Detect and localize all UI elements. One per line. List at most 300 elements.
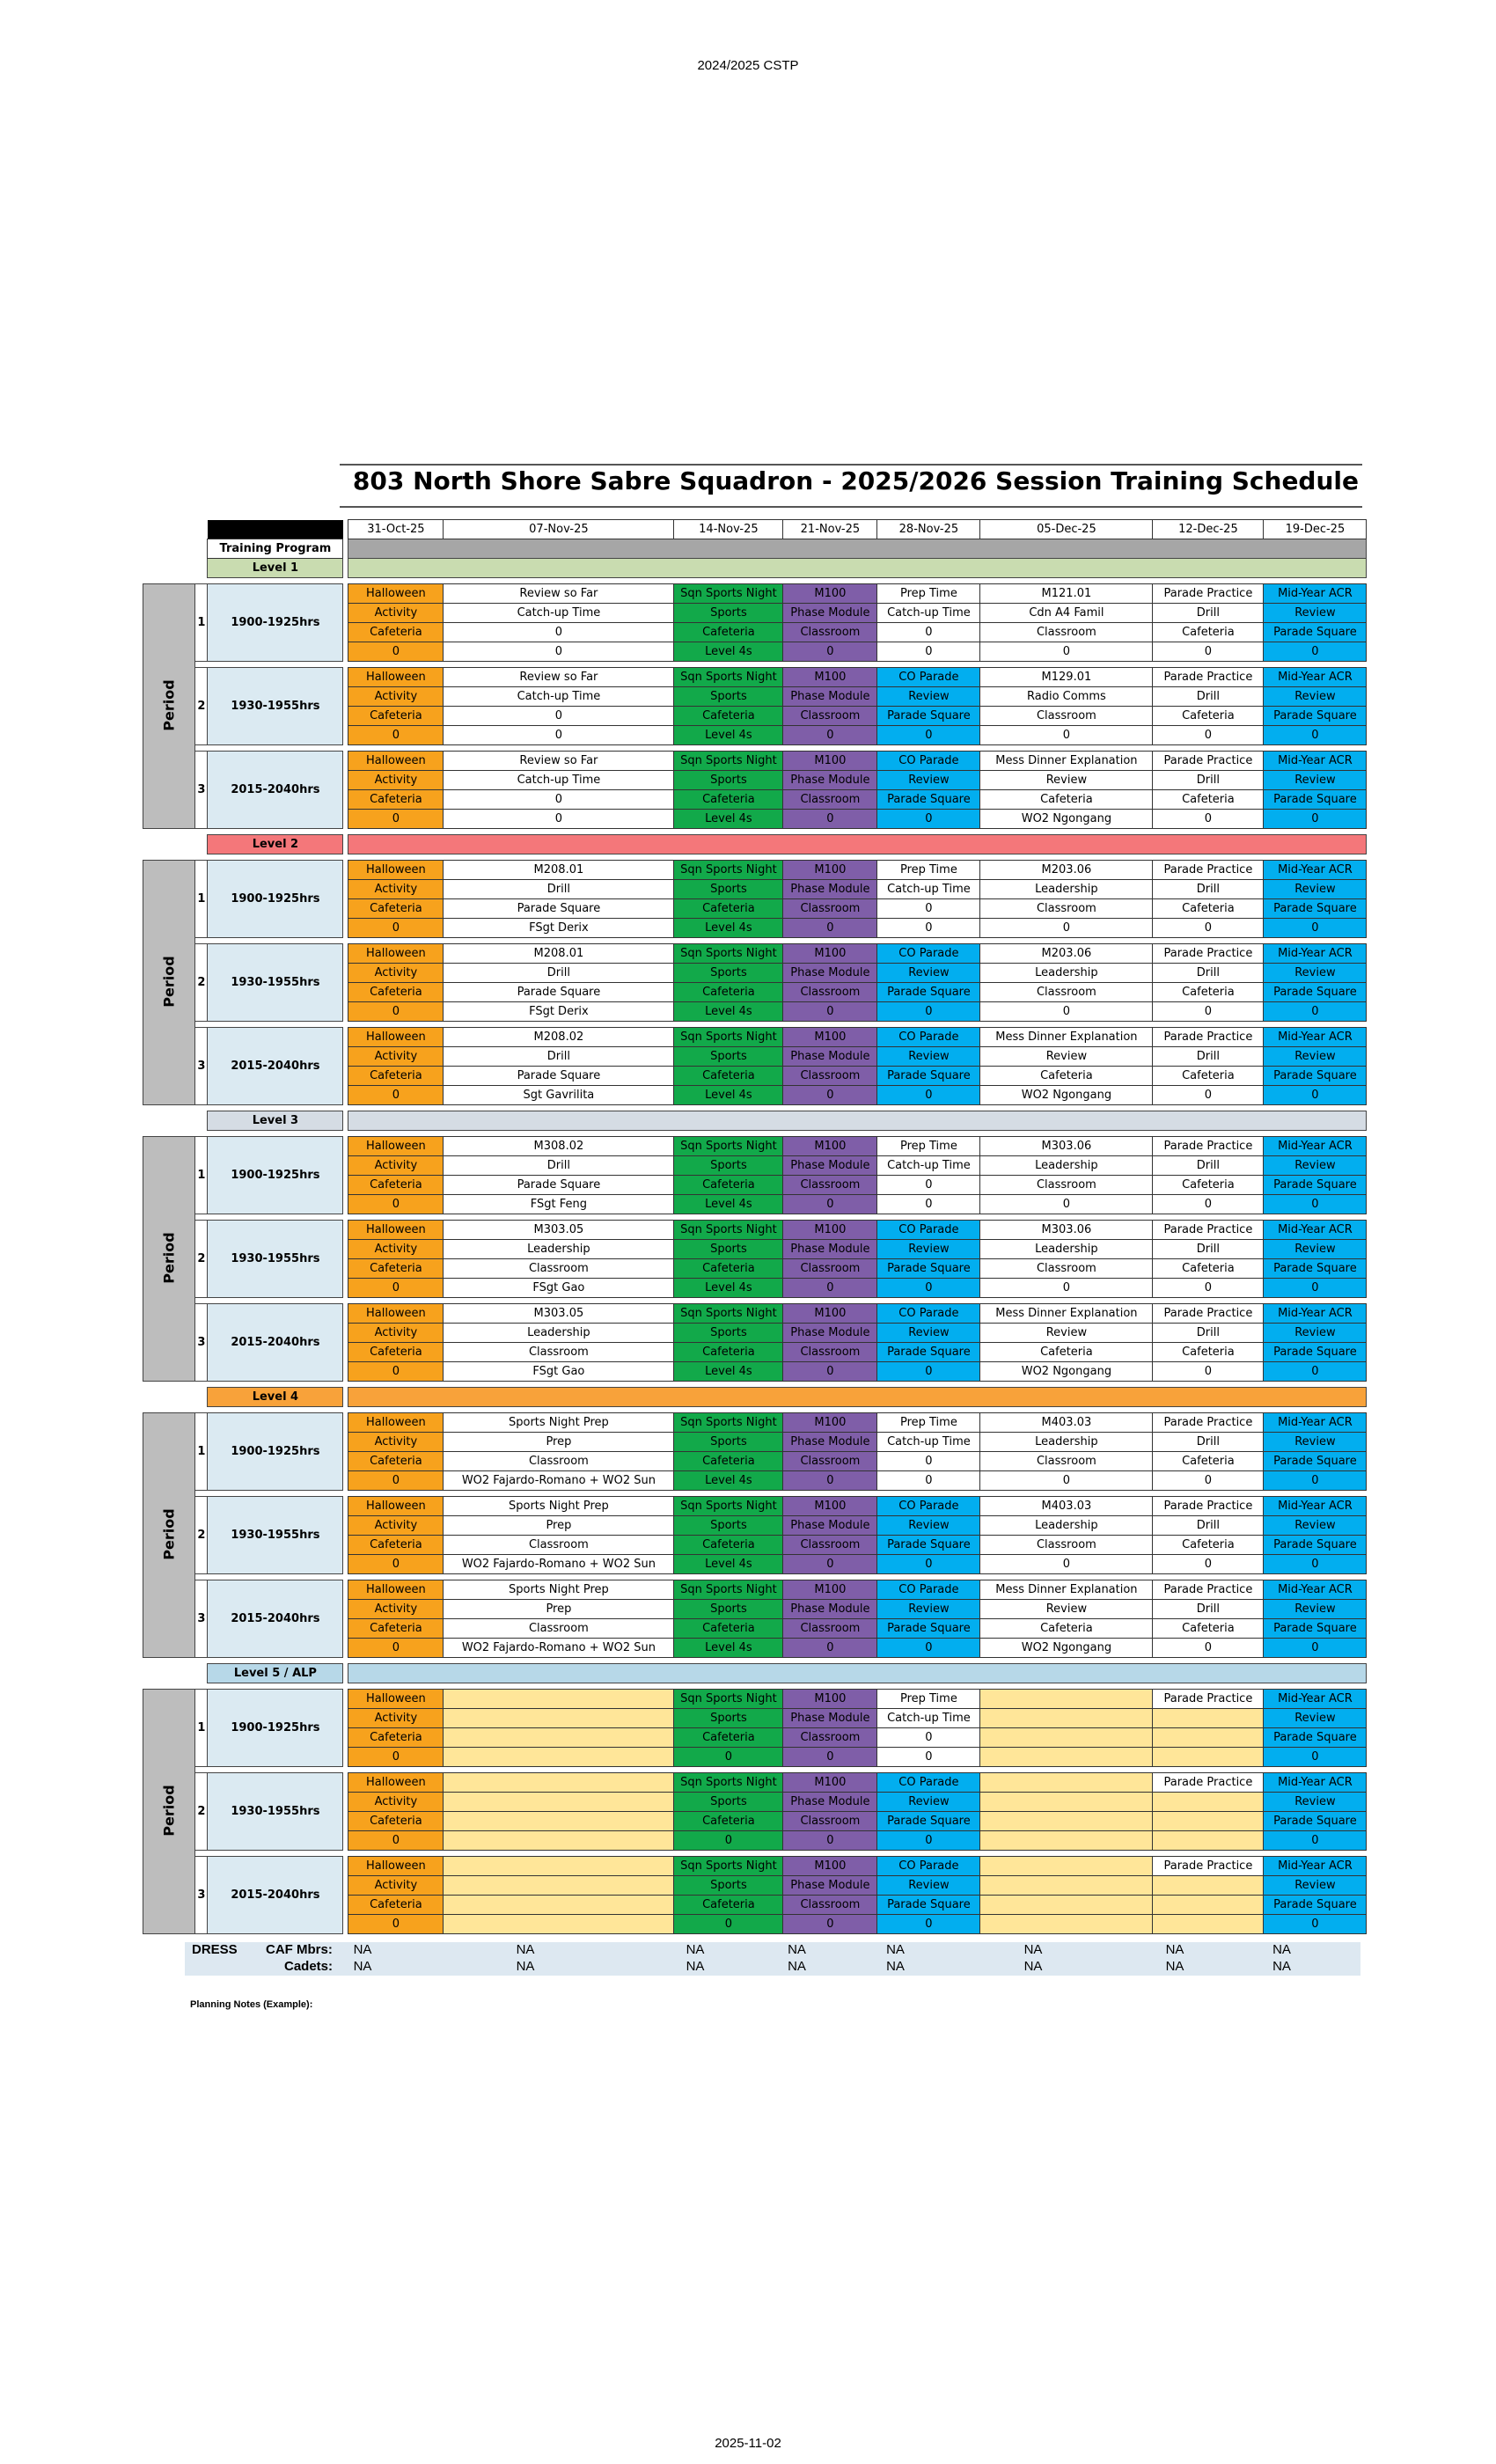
schedule-title: 803 North Shore Sabre Squadron - 2025/2026 Session Training Schedule bbox=[352, 466, 1359, 495]
date-header: 19-Dec-25 bbox=[1264, 520, 1367, 539]
schedule-cell: 0 bbox=[1264, 1639, 1367, 1658]
schedule-cell: Cafeteria bbox=[674, 1259, 783, 1279]
schedule-cell: Review bbox=[1264, 1240, 1367, 1259]
schedule-cell: 0 bbox=[348, 1831, 444, 1851]
schedule-cell: M100 bbox=[783, 1497, 877, 1516]
schedule-cell: Cafeteria bbox=[348, 1896, 444, 1915]
schedule-cell: Phase Module bbox=[783, 880, 877, 899]
schedule-cell: 0 bbox=[1153, 1639, 1264, 1658]
schedule-cell: Leadership bbox=[980, 1433, 1153, 1452]
caf-dress-value: NA bbox=[1272, 1942, 1291, 1957]
schedule-cell: Cafeteria bbox=[674, 1067, 783, 1086]
schedule-cell: Classroom bbox=[444, 1619, 674, 1639]
schedule-cell: Activity bbox=[348, 1516, 444, 1536]
title-top-rule bbox=[340, 464, 1362, 466]
schedule-cell: Classroom bbox=[444, 1536, 674, 1555]
schedule-cell: 0 bbox=[348, 1915, 444, 1934]
row-gap bbox=[195, 1574, 1367, 1580]
schedule-cell: Cafeteria bbox=[674, 1812, 783, 1831]
schedule-cell: Cafeteria bbox=[980, 790, 1153, 810]
period-time: 2015-2040hrs bbox=[208, 752, 343, 829]
schedule-cell: Cafeteria bbox=[348, 899, 444, 919]
schedule-cell: 0 bbox=[1264, 726, 1367, 745]
schedule-cell: M203.06 bbox=[980, 861, 1153, 880]
schedule-cell: Parade Practice bbox=[1153, 944, 1264, 964]
schedule-cell: WO2 Ngongang bbox=[980, 1362, 1153, 1382]
row-gap bbox=[195, 1214, 1367, 1221]
schedule-cell: Sports bbox=[674, 1793, 783, 1812]
schedule-cell: Parade Square bbox=[877, 790, 980, 810]
schedule-cell: 0 bbox=[877, 726, 980, 745]
schedule-cell: M208.02 bbox=[444, 1028, 674, 1047]
schedule-cell: Mid-Year ACR bbox=[1264, 1497, 1367, 1516]
schedule-cell: 0 bbox=[1153, 1555, 1264, 1574]
schedule-cell: 0 bbox=[877, 1831, 980, 1851]
schedule-cell: Classroom bbox=[980, 1536, 1153, 1555]
schedule-cell: Parade Square bbox=[444, 1176, 674, 1195]
schedule-cell: M121.01 bbox=[980, 584, 1153, 604]
schedule-cell: FSgt Derix bbox=[444, 919, 674, 938]
period-time: 1930-1955hrs bbox=[208, 944, 343, 1022]
schedule-cell: Parade Practice bbox=[1153, 584, 1264, 604]
schedule-cell: 0 bbox=[348, 1748, 444, 1767]
schedule-cell: 0 bbox=[1153, 1471, 1264, 1491]
row-gap bbox=[143, 1658, 1367, 1664]
schedule-cell: Sgt Gavrilita bbox=[444, 1086, 674, 1105]
schedule-cell bbox=[980, 1831, 1153, 1851]
cadet-dress-value: NA bbox=[1272, 1959, 1291, 1974]
schedule-cell: Catch-up Time bbox=[444, 687, 674, 707]
period-time: 1930-1955hrs bbox=[208, 1221, 343, 1298]
period-label bbox=[143, 584, 195, 829]
schedule-cell bbox=[444, 1915, 674, 1934]
schedule-cell: 0 bbox=[348, 1195, 444, 1214]
schedule-cell: Halloween bbox=[348, 1857, 444, 1876]
schedule-cell: Catch-up Time bbox=[877, 1709, 980, 1728]
row-gap bbox=[143, 1382, 1367, 1388]
date-header: 28-Nov-25 bbox=[877, 520, 980, 539]
schedule-cell: Phase Module bbox=[783, 1876, 877, 1896]
schedule-cell: 0 bbox=[877, 1176, 980, 1195]
schedule-cell: Cafeteria bbox=[348, 790, 444, 810]
schedule-cell: Parade Practice bbox=[1153, 1413, 1264, 1433]
period-number: 1 bbox=[195, 1690, 208, 1767]
schedule-cell: Parade Practice bbox=[1153, 1690, 1264, 1709]
schedule-cell: 0 bbox=[1153, 1002, 1264, 1022]
schedule-cell: 0 bbox=[877, 1086, 980, 1105]
cadets-label: Cadets: bbox=[284, 1959, 334, 1974]
schedule-cell: Classroom bbox=[980, 899, 1153, 919]
schedule-cell: 0 bbox=[444, 726, 674, 745]
schedule-cell: Mid-Year ACR bbox=[1264, 1413, 1367, 1433]
schedule-cell: Prep Time bbox=[877, 1137, 980, 1156]
schedule-cell: Mid-Year ACR bbox=[1264, 1137, 1367, 1156]
period-text: Period bbox=[160, 1785, 178, 1837]
period-text: Period bbox=[160, 1232, 178, 1284]
schedule-cell: Mess Dinner Explanation bbox=[980, 1028, 1153, 1047]
spacer bbox=[143, 520, 208, 539]
schedule-cell bbox=[444, 1709, 674, 1728]
schedule-cell: Classroom bbox=[980, 983, 1153, 1002]
row-gap bbox=[195, 1491, 1367, 1497]
period-number: 3 bbox=[195, 1580, 208, 1658]
schedule-cell: 0 bbox=[877, 642, 980, 662]
schedule-cell: Halloween bbox=[348, 1413, 444, 1433]
schedule-cell: Mid-Year ACR bbox=[1264, 1028, 1367, 1047]
schedule-cell: Review bbox=[877, 1240, 980, 1259]
schedule-cell: 0 bbox=[980, 726, 1153, 745]
schedule-cell: Level 4s bbox=[674, 1471, 783, 1491]
period-time: 1900-1925hrs bbox=[208, 861, 343, 938]
schedule-cell bbox=[980, 1728, 1153, 1748]
schedule-cell: Review bbox=[1264, 1516, 1367, 1536]
schedule-cell: Drill bbox=[1153, 1156, 1264, 1176]
schedule-cell: Sqn Sports Night bbox=[674, 1773, 783, 1793]
level-band bbox=[348, 835, 1367, 854]
schedule-cell: Cafeteria bbox=[1153, 1343, 1264, 1362]
schedule-cell: M129.01 bbox=[980, 668, 1153, 687]
schedule-cell: Phase Module bbox=[783, 1433, 877, 1452]
schedule-cell: 0 bbox=[980, 1471, 1153, 1491]
schedule-cell: Mess Dinner Explanation bbox=[980, 1304, 1153, 1324]
schedule-cell bbox=[980, 1812, 1153, 1831]
schedule-cell: Classroom bbox=[444, 1259, 674, 1279]
schedule-cell: Activity bbox=[348, 1600, 444, 1619]
schedule-cell bbox=[980, 1857, 1153, 1876]
period-time: 1900-1925hrs bbox=[208, 584, 343, 662]
period-text: Period bbox=[160, 1508, 178, 1560]
schedule-cell: 0 bbox=[674, 1831, 783, 1851]
schedule-cell: Review bbox=[980, 771, 1153, 790]
schedule-cell: 0 bbox=[877, 1555, 980, 1574]
schedule-cell: Review so Far bbox=[444, 752, 674, 771]
date-header: 21-Nov-25 bbox=[783, 520, 877, 539]
schedule-cell: Drill bbox=[1153, 880, 1264, 899]
schedule-cell: Sqn Sports Night bbox=[674, 1413, 783, 1433]
schedule-cell: Drill bbox=[1153, 771, 1264, 790]
period-number: 2 bbox=[195, 1773, 208, 1851]
schedule-cell: Sqn Sports Night bbox=[674, 1028, 783, 1047]
schedule-cell: Parade Square bbox=[444, 1067, 674, 1086]
schedule-cell: Parade Square bbox=[1264, 1896, 1367, 1915]
level-band bbox=[348, 1664, 1367, 1683]
schedule-cell: WO2 Ngongang bbox=[980, 1639, 1153, 1658]
schedule-cell: Classroom bbox=[783, 1728, 877, 1748]
spacer bbox=[143, 539, 208, 559]
schedule-cell: Mess Dinner Explanation bbox=[980, 752, 1153, 771]
schedule-cell: Sports bbox=[674, 1433, 783, 1452]
schedule-cell: Activity bbox=[348, 964, 444, 983]
schedule-cell: Review bbox=[1264, 604, 1367, 623]
row-gap bbox=[195, 1022, 1367, 1028]
schedule-cell: 0 bbox=[980, 1195, 1153, 1214]
row-gap bbox=[143, 1683, 1367, 1690]
schedule-cell: Sports bbox=[674, 880, 783, 899]
schedule-cell: Cafeteria bbox=[1153, 1619, 1264, 1639]
schedule-cell: Halloween bbox=[348, 1137, 444, 1156]
title-bottom-rule bbox=[340, 506, 1362, 508]
schedule-cell bbox=[444, 1728, 674, 1748]
schedule-cell: Cafeteria bbox=[674, 1536, 783, 1555]
schedule-cell: Phase Module bbox=[783, 1240, 877, 1259]
schedule-cell: Sqn Sports Night bbox=[674, 752, 783, 771]
schedule-cell bbox=[444, 1831, 674, 1851]
schedule-cell: Activity bbox=[348, 880, 444, 899]
schedule-cell: Drill bbox=[1153, 687, 1264, 707]
schedule-cell: Catch-up Time bbox=[877, 880, 980, 899]
period-label bbox=[143, 861, 195, 1105]
level-label: Level 1 bbox=[208, 559, 343, 578]
level-band bbox=[348, 559, 1367, 578]
row-gap bbox=[143, 1131, 1367, 1137]
schedule-cell bbox=[980, 1690, 1153, 1709]
schedule-cell: Drill bbox=[1153, 1240, 1264, 1259]
schedule-cell: 0 bbox=[1264, 810, 1367, 829]
date-header: 05-Dec-25 bbox=[980, 520, 1153, 539]
schedule-cell: Review bbox=[1264, 1324, 1367, 1343]
schedule-cell: M100 bbox=[783, 668, 877, 687]
schedule-cell: Level 4s bbox=[674, 1195, 783, 1214]
period-number: 2 bbox=[195, 1497, 208, 1574]
schedule-cell: Halloween bbox=[348, 584, 444, 604]
schedule-cell: Classroom bbox=[783, 1896, 877, 1915]
schedule-cell: Drill bbox=[1153, 1324, 1264, 1343]
period-time: 2015-2040hrs bbox=[208, 1028, 343, 1105]
schedule-cell: Halloween bbox=[348, 1221, 444, 1240]
schedule-cell bbox=[444, 1857, 674, 1876]
schedule-cell: M100 bbox=[783, 1857, 877, 1876]
training-program-label: Training Program bbox=[208, 539, 343, 559]
schedule-cell: Parade Square bbox=[877, 1343, 980, 1362]
schedule-cell: Sqn Sports Night bbox=[674, 1221, 783, 1240]
schedule-cell: 0 bbox=[1264, 1748, 1367, 1767]
schedule-cell: FSgt Derix bbox=[444, 1002, 674, 1022]
schedule-cell: 0 bbox=[877, 1748, 980, 1767]
period-number: 2 bbox=[195, 1221, 208, 1298]
cadet-dress-value: NA bbox=[1165, 1959, 1184, 1974]
schedule-cell: 0 bbox=[783, 1748, 877, 1767]
schedule-cell: 0 bbox=[348, 1086, 444, 1105]
schedule-cell: CO Parade bbox=[877, 944, 980, 964]
period-time: 2015-2040hrs bbox=[208, 1304, 343, 1382]
schedule-cell: Prep Time bbox=[877, 584, 980, 604]
schedule-cell: 0 bbox=[348, 919, 444, 938]
caf-dress-value: NA bbox=[516, 1942, 535, 1957]
schedule-cell: Catch-up Time bbox=[877, 1156, 980, 1176]
schedule-cell: Cafeteria bbox=[1153, 1536, 1264, 1555]
schedule-cell: Phase Module bbox=[783, 1324, 877, 1343]
schedule-cell: Parade Square bbox=[877, 1812, 980, 1831]
schedule-cell: Leadership bbox=[980, 1240, 1153, 1259]
cadet-dress-value: NA bbox=[686, 1959, 705, 1974]
schedule-cell: Mid-Year ACR bbox=[1264, 584, 1367, 604]
schedule-cell: 0 bbox=[1264, 1915, 1367, 1934]
schedule-cell: Review bbox=[1264, 880, 1367, 899]
schedule-cell: Parade Practice bbox=[1153, 668, 1264, 687]
schedule-cell: Cafeteria bbox=[1153, 1067, 1264, 1086]
period-label bbox=[143, 1137, 195, 1382]
schedule-cell: 0 bbox=[783, 1002, 877, 1022]
schedule-cell: 0 bbox=[877, 1452, 980, 1471]
schedule-cell: 0 bbox=[348, 1471, 444, 1491]
schedule-cell: Activity bbox=[348, 1047, 444, 1067]
schedule-cell: 0 bbox=[1153, 726, 1264, 745]
schedule-cell: Sqn Sports Night bbox=[674, 944, 783, 964]
schedule-cell: Leadership bbox=[980, 880, 1153, 899]
schedule-cell: Catch-up Time bbox=[877, 604, 980, 623]
schedule-cell: Cafeteria bbox=[348, 1067, 444, 1086]
schedule-cell: Halloween bbox=[348, 1580, 444, 1600]
schedule-cell: Halloween bbox=[348, 1497, 444, 1516]
schedule-cell: Review bbox=[1264, 1876, 1367, 1896]
schedule-cell: 0 bbox=[674, 1748, 783, 1767]
schedule-cell: Activity bbox=[348, 604, 444, 623]
schedule-cell: Classroom bbox=[783, 1812, 877, 1831]
schedule-cell: Sports Night Prep bbox=[444, 1580, 674, 1600]
period-number: 3 bbox=[195, 1028, 208, 1105]
cadet-dress-value: NA bbox=[788, 1959, 806, 1974]
schedule-cell: Sports bbox=[674, 771, 783, 790]
schedule-cell: Classroom bbox=[783, 1536, 877, 1555]
schedule-cell bbox=[980, 1876, 1153, 1896]
schedule-cell: Halloween bbox=[348, 1773, 444, 1793]
schedule-cell: 0 bbox=[783, 1086, 877, 1105]
schedule-cell: Drill bbox=[1153, 604, 1264, 623]
period-time: 1900-1925hrs bbox=[208, 1690, 343, 1767]
schedule-cell: Level 4s bbox=[674, 810, 783, 829]
schedule-cell: Drill bbox=[1153, 1433, 1264, 1452]
schedule-cell: Parade Practice bbox=[1153, 1497, 1264, 1516]
schedule-cell: 0 bbox=[783, 810, 877, 829]
schedule-cell: Cafeteria bbox=[348, 623, 444, 642]
schedule-cell: Phase Module bbox=[783, 771, 877, 790]
schedule-cell: M303.05 bbox=[444, 1304, 674, 1324]
schedule-cell: Sqn Sports Night bbox=[674, 1497, 783, 1516]
page-footer: 2025-11-02 bbox=[715, 2436, 781, 2451]
schedule-cell: Mid-Year ACR bbox=[1264, 668, 1367, 687]
schedule-cell: Sports bbox=[674, 604, 783, 623]
schedule-cell: Mid-Year ACR bbox=[1264, 1690, 1367, 1709]
schedule-cell: Parade Square bbox=[444, 983, 674, 1002]
schedule-cell: 0 bbox=[783, 1279, 877, 1298]
schedule-cell: Sports bbox=[674, 1324, 783, 1343]
schedule-cell: Classroom bbox=[783, 1343, 877, 1362]
schedule-cell: Parade Practice bbox=[1153, 1028, 1264, 1047]
cadet-dress-value: NA bbox=[516, 1959, 535, 1974]
schedule-cell: Phase Module bbox=[783, 964, 877, 983]
schedule-cell: Review bbox=[877, 1600, 980, 1619]
schedule-cell: Classroom bbox=[783, 707, 877, 726]
schedule-cell: Cafeteria bbox=[1153, 983, 1264, 1002]
schedule-cell: Sports bbox=[674, 1516, 783, 1536]
schedule-cell: Prep bbox=[444, 1600, 674, 1619]
schedule-cell bbox=[1153, 1896, 1264, 1915]
schedule-cell: Cdn A4 Famil bbox=[980, 604, 1153, 623]
level-label: Level 2 bbox=[208, 835, 343, 854]
schedule-cell: Leadership bbox=[980, 964, 1153, 983]
caf-dress-value: NA bbox=[1023, 1942, 1043, 1957]
schedule-cell: Mid-Year ACR bbox=[1264, 752, 1367, 771]
schedule-cell: Activity bbox=[348, 1709, 444, 1728]
schedule-cell: Mid-Year ACR bbox=[1264, 1773, 1367, 1793]
period-number: 1 bbox=[195, 584, 208, 662]
schedule-cell: 0 bbox=[980, 919, 1153, 938]
planning-notes-label: Planning Notes (Example): bbox=[190, 1999, 313, 2010]
row-gap bbox=[195, 938, 1367, 944]
schedule-cell: Cafeteria bbox=[1153, 1259, 1264, 1279]
caf-dress-value: NA bbox=[353, 1942, 372, 1957]
schedule-cell: Classroom bbox=[980, 1259, 1153, 1279]
schedule-cell: Review bbox=[1264, 1047, 1367, 1067]
schedule-cell: Cafeteria bbox=[980, 1619, 1153, 1639]
cadet-dress-value: NA bbox=[886, 1959, 905, 1974]
row-gap bbox=[143, 1407, 1367, 1413]
schedule-cell: Halloween bbox=[348, 861, 444, 880]
date-header: 31-Oct-25 bbox=[348, 520, 444, 539]
schedule-cell: 0 bbox=[783, 1639, 877, 1658]
schedule-cell: M308.02 bbox=[444, 1137, 674, 1156]
schedule-cell: Drill bbox=[1153, 964, 1264, 983]
schedule-cell bbox=[1153, 1709, 1264, 1728]
schedule-cell: Parade Practice bbox=[1153, 1773, 1264, 1793]
schedule-cell bbox=[444, 1690, 674, 1709]
schedule-cell: Parade Square bbox=[877, 1067, 980, 1086]
training-program-bar bbox=[208, 520, 343, 539]
row-gap bbox=[195, 1851, 1367, 1857]
schedule-cell: Sports bbox=[674, 964, 783, 983]
schedule-cell: Halloween bbox=[348, 1028, 444, 1047]
schedule-cell: 0 bbox=[444, 790, 674, 810]
schedule-cell: Parade Square bbox=[1264, 707, 1367, 726]
schedule-cell: WO2 Ngongang bbox=[980, 810, 1153, 829]
schedule-cell: WO2 Ngongang bbox=[980, 1086, 1153, 1105]
schedule-cell: Mid-Year ACR bbox=[1264, 1580, 1367, 1600]
schedule-cell: Classroom bbox=[444, 1343, 674, 1362]
period-label bbox=[143, 1690, 195, 1934]
period-number: 2 bbox=[195, 944, 208, 1022]
schedule-cell bbox=[1153, 1831, 1264, 1851]
schedule-cell: Parade Practice bbox=[1153, 1304, 1264, 1324]
schedule-cell: 0 bbox=[877, 810, 980, 829]
schedule-cell: 0 bbox=[1264, 1086, 1367, 1105]
schedule-cell: Review bbox=[877, 964, 980, 983]
schedule-cell: Parade Square bbox=[1264, 1067, 1367, 1086]
spacer bbox=[143, 1664, 208, 1683]
schedule-cell: Sports bbox=[674, 1240, 783, 1259]
schedule-cell: Cafeteria bbox=[674, 623, 783, 642]
training-program-band bbox=[348, 539, 1367, 559]
dress-label: DRESS bbox=[192, 1942, 238, 1957]
schedule-cell: Activity bbox=[348, 771, 444, 790]
schedule-cell: Level 4s bbox=[674, 919, 783, 938]
schedule-cell: Cafeteria bbox=[348, 983, 444, 1002]
schedule-cell: Sqn Sports Night bbox=[674, 584, 783, 604]
schedule-cell: 0 bbox=[1264, 1195, 1367, 1214]
schedule-cell: 0 bbox=[348, 1279, 444, 1298]
schedule-cell: Review bbox=[877, 771, 980, 790]
schedule-cell: Parade Square bbox=[1264, 1619, 1367, 1639]
schedule-cell: Classroom bbox=[783, 899, 877, 919]
schedule-cell: Parade Square bbox=[1264, 983, 1367, 1002]
schedule-cell: Halloween bbox=[348, 1304, 444, 1324]
schedule-cell: Review bbox=[877, 1793, 980, 1812]
schedule-cell: Parade Practice bbox=[1153, 1857, 1264, 1876]
schedule-cell: Level 4s bbox=[674, 726, 783, 745]
period-number: 2 bbox=[195, 668, 208, 745]
schedule-cell bbox=[1153, 1728, 1264, 1748]
schedule-cell: 0 bbox=[444, 810, 674, 829]
schedule-cell bbox=[1153, 1793, 1264, 1812]
